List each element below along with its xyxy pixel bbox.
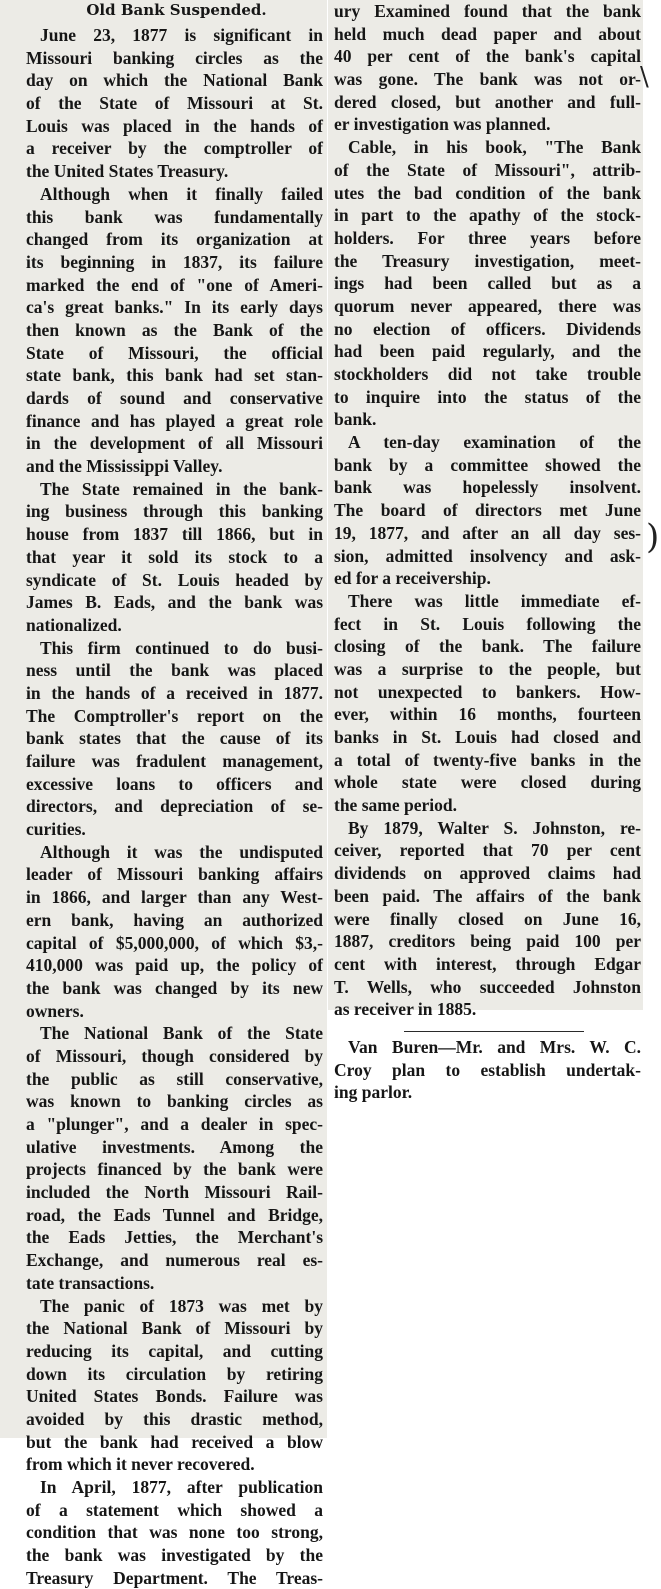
article-text-line: bank by a committee showed the xyxy=(334,454,641,475)
article-text-line: of the State of Missouri at St. xyxy=(26,93,323,114)
article-text-line: the bank was changed by its new xyxy=(26,977,323,998)
article-text-line: in 1866, and larger than any West- xyxy=(26,887,323,908)
article-text-line: had been paid regularly, and the xyxy=(334,341,641,362)
article-text-line: fect in St. Louis following the xyxy=(334,613,641,634)
article-text-line: utes the bad condition of the bank xyxy=(334,182,641,203)
article-text-line: ern bank, having an authorized xyxy=(26,909,323,930)
article-text-line: of a statement which showed a xyxy=(26,1499,323,1520)
article-text-line: 19, 1877, and after an all day ses- xyxy=(334,522,641,543)
article-text-line: in the development of all Missouri xyxy=(26,433,323,454)
article-text-line: projects financed by the bank were xyxy=(26,1159,323,1180)
article-text-line: ceiver, reported that 70 per cent xyxy=(334,840,641,861)
article-text-line: sion, admitted insolvency and ask- xyxy=(334,545,641,566)
article-text-line: not unexpected to bankers. How- xyxy=(334,681,641,702)
article-text-line: cent with interest, through Edgar xyxy=(334,953,641,974)
article-text-line: banks in St. Louis had closed and xyxy=(334,727,641,747)
article-text-line: then known as the Bank of the xyxy=(26,319,323,340)
article-text-line: James B. Eads, and the bank was xyxy=(26,592,323,613)
article-text-line: the public as still conservative, xyxy=(26,1068,323,1089)
article-text-line: condition that was none too strong, xyxy=(26,1522,323,1543)
right-column xyxy=(328,0,643,1103)
article-text-line: dered closed, but another and full- xyxy=(334,91,641,112)
article-text-line: curities. xyxy=(26,819,86,840)
article-text-line: directors, and depreciation of se- xyxy=(26,796,323,817)
article-text-line: There was little immediate ef- xyxy=(348,590,641,611)
article-text-line: The State remained in the bank- xyxy=(40,478,323,499)
article-text-line: bank was hopelessly insolvent. xyxy=(334,477,641,498)
article-text-line: reducing its capital, and cutting xyxy=(26,1340,323,1361)
article-text-line: was a surprise to the people, but xyxy=(334,658,641,679)
article-text-line: June 23, 1877 is significant in xyxy=(40,25,323,45)
section-divider xyxy=(404,1031,584,1032)
article-text-line: closing of the bank. The failure xyxy=(334,636,641,657)
article-text-line: The Comptroller's report on the xyxy=(26,705,323,726)
article-text-line: 40 per cent of the bank's capital xyxy=(334,46,641,67)
article-text-line: to inquire into the status of the xyxy=(334,386,641,407)
article-text-line: was gone. The bank was not or- xyxy=(334,69,641,90)
article-text-line: Although it was the undisputed xyxy=(40,841,323,862)
article-text-line: as receiver in 1885. xyxy=(334,999,477,1020)
page-edge-mark: ) xyxy=(646,517,660,557)
article-text-line: been paid. The affairs of the bank xyxy=(334,885,641,906)
article-text-line: capital of $5,000,000, of which $3,- xyxy=(26,932,323,953)
article-text-line: ury Examined found that the bank xyxy=(334,1,641,21)
article-text-line: bank. xyxy=(334,409,377,430)
article-text-line: from which it never recovered. xyxy=(26,1454,255,1475)
article-text-line: bank states that the cause of its xyxy=(26,728,323,749)
article-text-line: held much dead paper and about xyxy=(334,23,641,44)
article-text-line: Cable, in his book, "The Bank xyxy=(348,137,641,158)
article-text-line: tate transactions. xyxy=(26,1272,155,1293)
article-text-line: quorum never appeared, there was xyxy=(334,295,641,316)
article-text-line: ever, within 16 months, fourteen xyxy=(334,704,641,725)
article-text-line: ings had been called but as a xyxy=(334,273,641,294)
article-text-line: of the State of Missouri", attrib- xyxy=(334,159,641,180)
article-text-line: Although when it finally failed xyxy=(40,183,323,204)
news-item-line: Van Buren—Mr. and Mrs. W. C. xyxy=(348,1036,641,1057)
van-buren-news-item xyxy=(334,1036,641,1104)
news-item-line: ing parlor. xyxy=(334,1082,413,1103)
article-text-line: no election of officers. Dividends xyxy=(334,318,641,339)
article-text-line: the United States Treasury. xyxy=(26,161,229,182)
article-text-line: dards of sound and conservative xyxy=(26,388,323,408)
article-text-line: er investigation was planned. xyxy=(334,114,551,135)
article-text-line: 1887, creditors being paid 100 per xyxy=(334,931,641,952)
article-text-line: Missouri banking circles as the xyxy=(26,47,323,68)
article-text-line: the Treasury investigation, meet- xyxy=(334,250,641,271)
article-text-line: 410,000 was paid up, the policy of xyxy=(26,955,323,976)
article-text-line: ca's great banks." In its early days xyxy=(26,297,323,318)
article-text-line: holders. For three years before xyxy=(334,227,641,248)
article-text-line: Treasury Department. The Treas- xyxy=(26,1567,323,1588)
article-text-line: were finally closed on June 16, xyxy=(334,908,641,929)
article-text-line: road, the Eads Tunnel and Bridge, xyxy=(26,1204,323,1225)
article-text-line: in part to the apathy of the stock- xyxy=(334,205,641,226)
article-text-line: dividends on approved claims had xyxy=(334,863,641,884)
article-text-line: A ten-day examination of the xyxy=(348,432,641,453)
article-text-line: house from 1837 till 1866, but in xyxy=(26,524,323,545)
page-edge-mark: \ xyxy=(640,62,649,92)
article-text-line: state bank, this bank had set stan- xyxy=(26,365,323,386)
article-text-line: a total of twenty-five banks in the xyxy=(334,749,641,770)
article-text-line: avoided by this drastic method, xyxy=(26,1408,323,1429)
article-text-line: but the bank had received a blow xyxy=(26,1431,323,1452)
article-text-line: its beginning in 1837, its failure xyxy=(26,251,323,272)
article-text-line: a receiver by the comptroller of xyxy=(26,138,323,159)
article-text-line: stockholders did not take trouble xyxy=(334,364,641,384)
article-text-line: was known to banking circles as xyxy=(26,1091,323,1112)
article-text-line: In April, 1877, after publication xyxy=(40,1477,323,1497)
article-text-line: this bank was fundamentally xyxy=(26,206,323,227)
article-text-line: included the North Missouri Rail- xyxy=(26,1182,323,1203)
article-text-line: of Missouri, though considered by xyxy=(26,1045,323,1066)
article-text-line: United States Bonds. Failure was xyxy=(26,1386,323,1407)
article-text-line: ness until the bank was placed xyxy=(26,660,323,681)
article-text-line: By 1879, Walter S. Johnston, re- xyxy=(348,817,641,838)
article-text-line: the same period. xyxy=(334,795,457,816)
article-text-line: changed from its organization at xyxy=(26,229,323,250)
article-text-line: failure was fradulent management, xyxy=(26,751,323,771)
article-text-line: ing business through this banking xyxy=(26,501,323,522)
article-text-line: owners. xyxy=(26,1000,84,1021)
article-text-line: State of Missouri, the official xyxy=(26,342,323,363)
article-text-line: ed for a receivership. xyxy=(334,568,491,589)
article-text-line: The panic of 1873 was met by xyxy=(40,1295,323,1316)
article-text-line: the Eads Jetties, the Merchant's xyxy=(26,1227,323,1248)
article-text-line: the National Bank of Missouri by xyxy=(26,1318,323,1339)
article-text-line: T. Wells, who succeeded Johnston xyxy=(334,976,641,997)
article-text-line: The National Bank of the State xyxy=(40,1023,323,1044)
article-text-line: a "plunger", and a dealer in spec- xyxy=(26,1114,323,1134)
right-column-text xyxy=(334,0,641,1021)
article-text-line: and the Mississippi Valley. xyxy=(26,456,223,477)
article-text-line: leader of Missouri banking affairs xyxy=(26,864,323,885)
article-text-line: that year it sold its stock to a xyxy=(26,546,323,567)
article-text-line: day on which the National Bank xyxy=(26,70,323,91)
article-text-line: down its circulation by retiring xyxy=(26,1363,323,1384)
article-text-line: ulative investments. Among the xyxy=(26,1136,323,1157)
article-text-line: marked the end of "one of Ameri- xyxy=(26,274,323,295)
left-column xyxy=(0,0,327,1588)
article-text-line: The board of directors met June xyxy=(334,500,641,521)
article-text-line: nationalized. xyxy=(26,614,122,635)
article-text-line: This firm continued to do busi- xyxy=(40,637,323,658)
article-text-line: in the hands of a received in 1877. xyxy=(26,682,323,703)
article-text-line: Exchange, and numerous real es- xyxy=(26,1250,323,1271)
article-text-line: excessive loans to officers and xyxy=(26,773,323,794)
news-item-line: Croy plan to establish undertak- xyxy=(334,1059,641,1080)
article-text-line: the bank was investigated by the xyxy=(26,1545,323,1566)
article-text-line: finance and has played a great role xyxy=(26,410,323,431)
article-text-line: Louis was placed in the hands of xyxy=(26,115,323,136)
article-text-line: whole state were closed during xyxy=(334,772,641,793)
left-column-text xyxy=(26,24,323,1589)
headline: Old Bank Suspended. xyxy=(86,1,267,19)
article-text-line: syndicate of St. Louis headed by xyxy=(26,569,323,590)
